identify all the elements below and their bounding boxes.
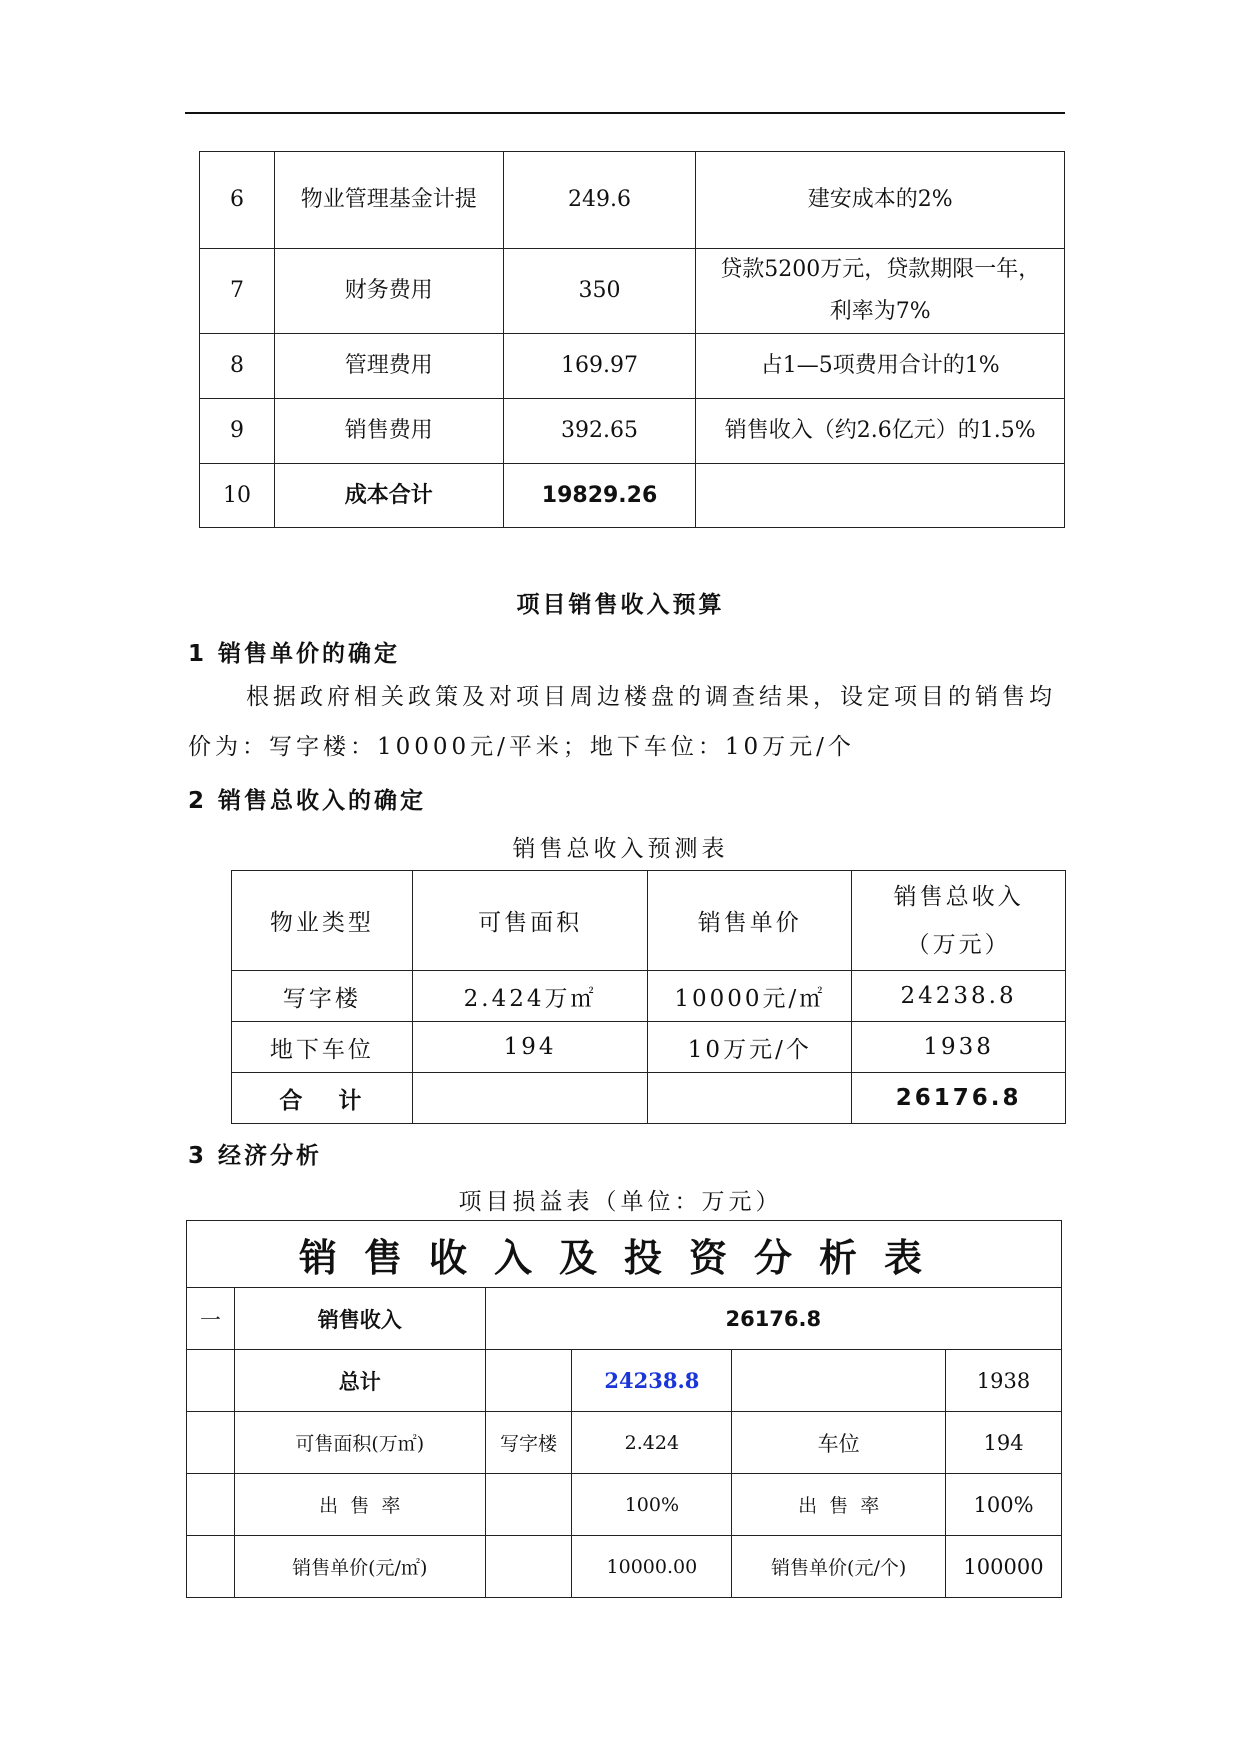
revenue-table (231, 870, 1066, 1124)
table-row (232, 971, 1066, 1022)
cost-table (199, 151, 1065, 528)
office-total: 24238.8 (572, 1350, 732, 1412)
cost-note-line: 贷款5200万元，贷款期限一年， (720, 257, 1041, 282)
table-row (187, 1288, 1062, 1350)
empty-cell (485, 1536, 572, 1598)
table-header-row (232, 871, 1066, 971)
office-price: 10000.00 (572, 1536, 732, 1598)
cost-amount: 392.65 (503, 399, 696, 464)
section-heading: 2 销售总收入的确定 (188, 788, 427, 814)
office-label: 写字楼 (485, 1412, 572, 1474)
sale-area: 2.424万㎡ (412, 971, 648, 1022)
office-rate: 100% (572, 1474, 732, 1536)
property-type: 合 计 (232, 1073, 413, 1124)
parking-count: 194 (946, 1412, 1062, 1474)
cost-note: 销售收入（约2.6亿元）的1.5% (696, 399, 1065, 464)
empty-cell (485, 1350, 572, 1412)
cost-item: 物业管理基金计提 (274, 152, 503, 249)
table-title-row (187, 1221, 1062, 1288)
table-row (232, 1022, 1066, 1073)
table-row (200, 464, 1065, 528)
total-revenue: 1938 (852, 1022, 1066, 1073)
office-area: 2.424 (572, 1412, 732, 1474)
cost-note-line: 利率为7% (829, 299, 931, 324)
unit-price: 10000元/㎡ (648, 971, 852, 1022)
row-index: 一 (187, 1288, 235, 1350)
row-value: 26176.8 (485, 1288, 1061, 1350)
cost-note: 建安成本的2% (696, 152, 1065, 249)
table-row (200, 334, 1065, 399)
cost-item: 成本合计 (274, 464, 503, 528)
empty-cell (732, 1350, 946, 1412)
table-caption: 项目损益表（单位：万元） (458, 1189, 783, 1215)
cost-item: 销售费用 (274, 399, 503, 464)
row-label: 可售面积(万㎡) (234, 1412, 485, 1474)
cost-amount: 249.6 (503, 152, 696, 249)
header-rule (185, 112, 1065, 114)
table-row (200, 399, 1065, 464)
table-row (232, 1073, 1066, 1124)
table-row (200, 249, 1065, 334)
unit-price (648, 1073, 852, 1124)
cost-amount: 169.97 (503, 334, 696, 399)
cost-note (696, 464, 1065, 528)
row-label: 出 售 率 (732, 1474, 946, 1536)
row-index (187, 1350, 235, 1412)
row-number: 6 (200, 152, 275, 249)
analysis-table (186, 1220, 1062, 1598)
row-index (187, 1412, 235, 1474)
parking-total: 1938 (946, 1350, 1062, 1412)
sale-area: 194 (412, 1022, 648, 1073)
total-revenue: 26176.8 (852, 1073, 1066, 1124)
sale-area (412, 1073, 648, 1124)
row-label: 销售收入 (234, 1288, 485, 1350)
parking-rate: 100% (946, 1474, 1062, 1536)
cost-amount: 19829.26 (503, 464, 696, 528)
row-index (187, 1474, 235, 1536)
row-index (187, 1536, 235, 1598)
total-revenue: 24238.8 (852, 971, 1066, 1022)
row-label: 出 售 率 (234, 1474, 485, 1536)
section-heading: 1 销售单价的确定 (188, 641, 401, 667)
parking-label: 车位 (732, 1412, 946, 1474)
table-row (187, 1536, 1062, 1598)
column-header (852, 871, 1066, 971)
column-header: 销售单价 (648, 871, 852, 971)
table-row (200, 152, 1065, 249)
row-label: 销售单价(元/个) (732, 1536, 946, 1598)
column-header-line: （万元） (906, 931, 1011, 958)
table-row (187, 1474, 1062, 1536)
cost-item: 管理费用 (274, 334, 503, 399)
empty-cell (485, 1474, 572, 1536)
row-number: 7 (200, 249, 275, 334)
row-number: 10 (200, 464, 275, 528)
parking-price: 100000 (946, 1536, 1062, 1598)
row-label: 总计 (234, 1350, 485, 1412)
row-label: 销售单价(元/㎡) (234, 1536, 485, 1598)
property-type: 地下车位 (232, 1022, 413, 1073)
cost-note (696, 249, 1065, 334)
column-header: 物业类型 (232, 871, 413, 971)
section-heading: 3 经济分析 (188, 1143, 323, 1169)
column-header-line: 销售总收入 (893, 883, 1024, 910)
table-row (187, 1350, 1062, 1412)
table-row (187, 1412, 1062, 1474)
table-title: 销售收入及投资分析表 (187, 1221, 1062, 1288)
unit-price: 10万元/个 (648, 1022, 852, 1073)
cost-amount: 350 (503, 249, 696, 334)
row-number: 9 (200, 399, 275, 464)
table-caption: 销售总收入预测表 (512, 836, 729, 862)
cost-note: 占1—5项费用合计的1% (696, 334, 1065, 399)
cost-item: 财务费用 (274, 249, 503, 334)
property-type: 写字楼 (232, 971, 413, 1022)
section-title: 项目销售收入预算 (516, 592, 725, 618)
body-paragraph: 根据政府相关政策及对项目周边楼盘的调查结果，设定项目的销售均价为：写字楼：10000元/平米；地下车位：10万元/个 (188, 684, 1056, 760)
column-header: 可售面积 (412, 871, 648, 971)
row-number: 8 (200, 334, 275, 399)
